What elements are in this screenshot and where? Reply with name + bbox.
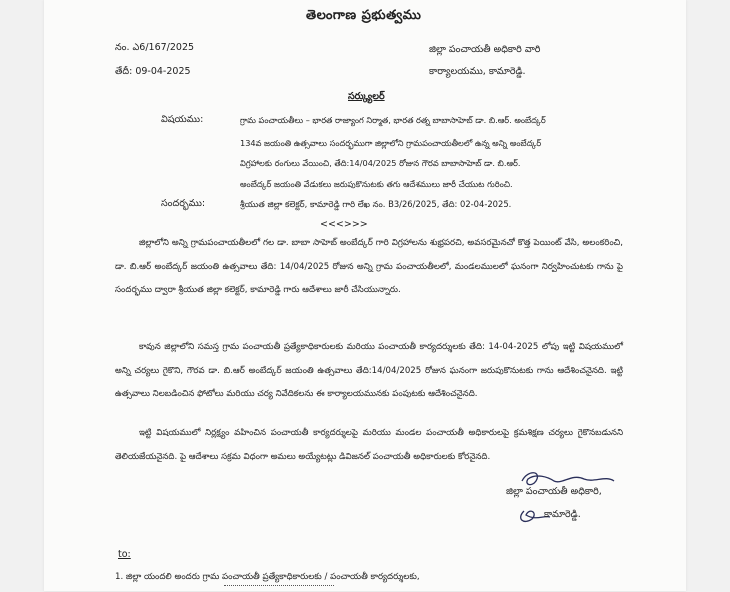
office-location: కార్యాలయము, కామారెడ్డి. <box>429 66 526 77</box>
subject-line-4: అంబేద్కర్ జయంతి వేడుకలు జరుపుకొనుటకు తగు ఆదేశములు జారీ చేయుట గురించి. <box>240 179 513 189</box>
subject-line-2: 134వ జయంతి ఉత్సవాలు సందర్భముగా జిల్లాలోని గ్రామపంచాయతీలలో ఉన్న అన్ని అంబేద్కర్ <box>240 138 542 148</box>
recipient-item-1: 1. జిల్లా యందలి అందరు గ్రామ పంచాయతీ ప్రత్యేకాధికారులకు / పంచాయతీ కార్యదర్శులకు, <box>115 572 420 582</box>
reference-number: నం. ఎ6/167/2025 <box>115 42 195 53</box>
office-name: జిల్లా పంచాయతీ అధికారి వారి <box>429 44 541 55</box>
body-paragraph-3: ఇట్టి విషయములో నిర్లక్ష్యం వహించిన పంచాయతీ కార్యదర్శులపై మరియు మండల పంచాయతీ అధికారులపై క్రమశిక్షణ చర్యలు గైకొనబడునని తెలియజేయనైనది. పై ఆదేశాలు సక్రమ విధంగా అమలు అయ్యేటట్లు డివిజనల్ పంచాయతీ అధికారులకు కోరనైనది. <box>115 428 623 462</box>
recipients-label: to: <box>118 549 131 560</box>
circular-heading: సర్క్యులర్ <box>348 91 385 102</box>
separator: <<<>>> <box>320 219 368 230</box>
subject-line-1: గ్రామ పంచాయతీలు – భారత రాజ్యాంగ నిర్మాత, భారత రత్న బాబాసాహెబ్ డా. బి.ఆర్. అంబేద్కర్ <box>240 115 546 125</box>
government-title: తెలంగాణ ప్రభుత్వము <box>306 8 422 23</box>
reference-text: శ్రీయుత జిల్లా కలెక్టర్, కామారెడ్డి గారి లేఖ నం. B3/26/2025, తేది: 02-04-2025. <box>240 199 512 209</box>
issue-date: తేదీ: 09-04-2025 <box>115 66 191 77</box>
reference-label: సందర్భము: <box>161 198 206 209</box>
subject-line-3: విగ్రహాలకు రంగులు వేయించి, తేది:14/04/2025 రోజున గౌరవ బాబాసాహెబ్ డా. బి.ఆర్. <box>240 158 521 168</box>
subject-label: విషయము: <box>161 114 204 125</box>
signatory-location: కామారెడ్డి. <box>544 509 581 520</box>
body-paragraph-1: జిల్లాలోని అన్ని గ్రామపంచాయతీలలో గల డా. బాబా సాహెబ్ అంబేద్కర్ గారి విగ్రహాలను శుభ్రపరచి, అవసరమైనచో కొత్త పెయింట్ వేసి, అలంకరించి, డా. బి.ఆర్ అంబేద్కర్ జయంతి ఉత్సవాలు తేది: 14/04/2025 రోజున అన్ని గ్రామ పంచాయతీలలో, మండలములలో ఘనంగా నిర్వహించుటకు గాను పై సందర్భము ద్వారా శ్రీయుత జిల్లా కలెక్టర్, కామారెడ్డి గారు ఆదేశాలు జారీ చేసియున్నారు. <box>115 238 623 295</box>
signature-mark <box>514 463 634 533</box>
signatory-title: జిల్లా పంచాయతీ అధికారి, <box>506 486 602 497</box>
body-paragraph-2: కావున జిల్లాలోని సమస్త గ్రామ పంచాయతీ ప్రత్యేకాధికారులకు మరియు పంచాయతీ కార్యదర్శులకు తేది: 14-04-2025 లోపు ఇట్టి విషయములో అన్ని చర్యలు గైకొని, గౌరవ డా. బి.ఆర్ అంబేద్కర్ జయంతి ఉత్సవాలు తేది:14/04/2025 రోజున ఘనంగా జరుపుకొనుటకు గాను ఆదేశించనైనది. ఇట్టి ఉత్సవాలు నిలబడించిన ఫోటోలు మరియు చర్య నివేదికలను ఈ కార్యాలయమునకు పంపుటకు ఆదేశించనైనది. <box>115 342 623 399</box>
document-page <box>44 0 686 591</box>
